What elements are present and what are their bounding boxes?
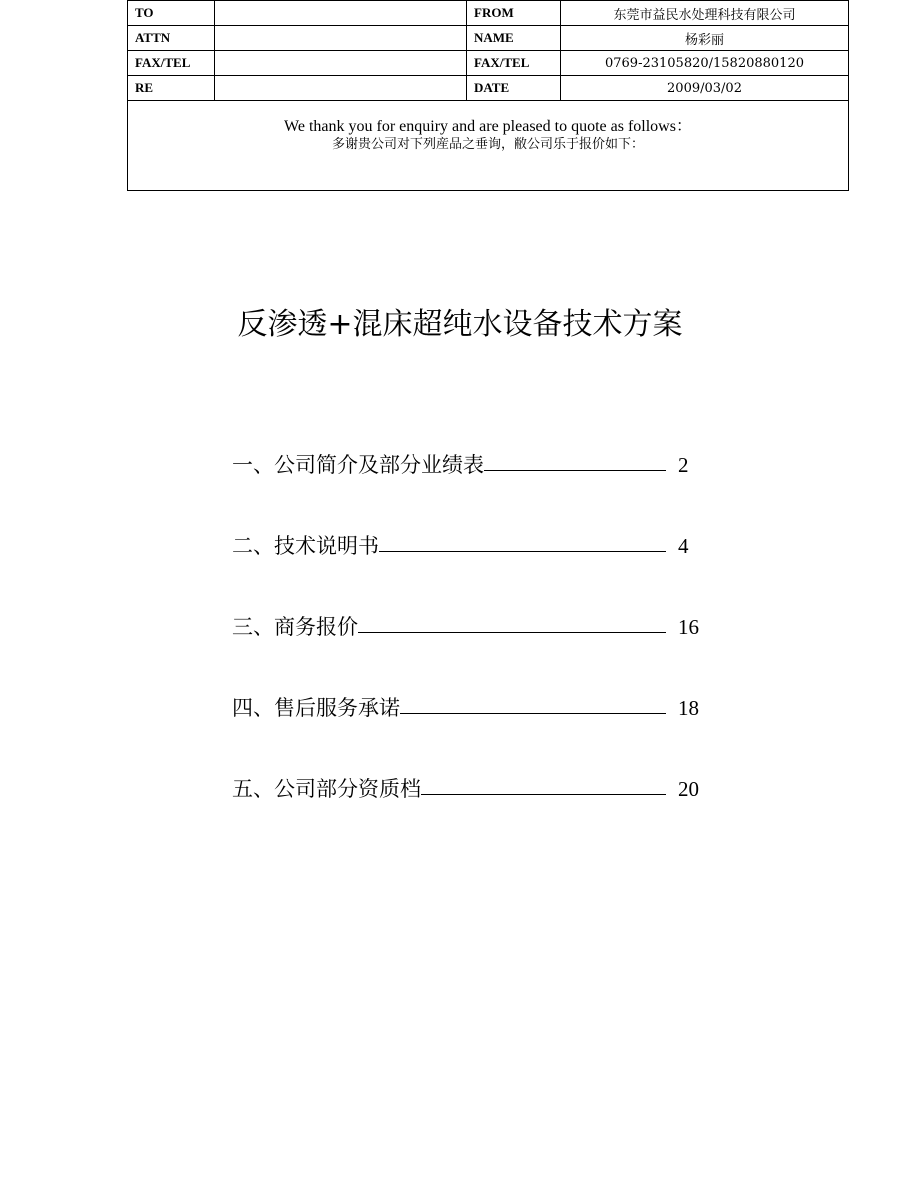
- to-label: TO: [128, 1, 215, 26]
- toc-item-label: 五、公司部分资质档: [232, 777, 421, 801]
- from-label: FROM: [467, 1, 561, 26]
- toc-item-technical-manual[interactable]: [232, 527, 712, 608]
- toc-leader-line: [421, 794, 666, 795]
- toc-item-label: 二、技术说明书: [232, 534, 379, 558]
- attn-label: ATTN: [128, 26, 215, 51]
- from-value: 东莞市益民水处理科技有限公司: [561, 1, 849, 26]
- date-label: DATE: [467, 76, 561, 101]
- toc-leader-line: [484, 470, 666, 471]
- fax-tel-label-right: FAX/TEL: [467, 51, 561, 76]
- header-row-fax: [128, 51, 849, 76]
- fax-tel-value-left: [215, 51, 467, 76]
- toc-leader-line: [358, 632, 666, 633]
- re-label: RE: [128, 76, 215, 101]
- date-value: 2009/03/02: [561, 76, 849, 101]
- message-chinese: 多谢贵公司对下列産品之垂询，敝公司乐于报价如下：: [331, 137, 644, 152]
- message-english: We thank you for enquiry and are pleased to quote as follows：: [284, 118, 692, 135]
- toc-page-number: 20: [678, 777, 699, 801]
- re-value: [215, 76, 467, 101]
- toc-leader-line: [379, 551, 666, 552]
- toc-leader-line: [400, 713, 666, 714]
- toc-item-commercial-quote[interactable]: [232, 608, 712, 689]
- attn-value: [215, 26, 467, 51]
- table-of-contents: [232, 446, 712, 851]
- toc-item-label: 三、商务报价: [232, 615, 358, 639]
- toc-item-label: 四、售后服务承诺: [232, 696, 400, 720]
- header-row-re: [128, 76, 849, 101]
- header-table: [127, 0, 849, 191]
- name-label: NAME: [467, 26, 561, 51]
- header-row-to: [128, 1, 849, 26]
- header-row-message: [128, 101, 849, 191]
- quote-message: [128, 101, 849, 191]
- toc-item-label: 一、公司简介及部分业绩表: [232, 453, 484, 477]
- name-value: 杨彩丽: [561, 26, 849, 51]
- to-value: [215, 1, 467, 26]
- toc-page-number: 4: [678, 534, 689, 558]
- toc-page-number: 2: [678, 453, 689, 477]
- fax-tel-value-right: 0769-23105820/15820880120: [561, 51, 849, 76]
- header-row-attn: [128, 26, 849, 51]
- document-title: 反渗透+混床超纯水设备技术方案: [237, 307, 683, 342]
- toc-item-company-profile[interactable]: [232, 446, 712, 527]
- fax-tel-label-left: FAX/TEL: [128, 51, 215, 76]
- toc-item-after-sales[interactable]: [232, 689, 712, 770]
- toc-page-number: 18: [678, 696, 699, 720]
- toc-item-qualifications[interactable]: [232, 770, 712, 851]
- toc-page-number: 16: [678, 615, 699, 639]
